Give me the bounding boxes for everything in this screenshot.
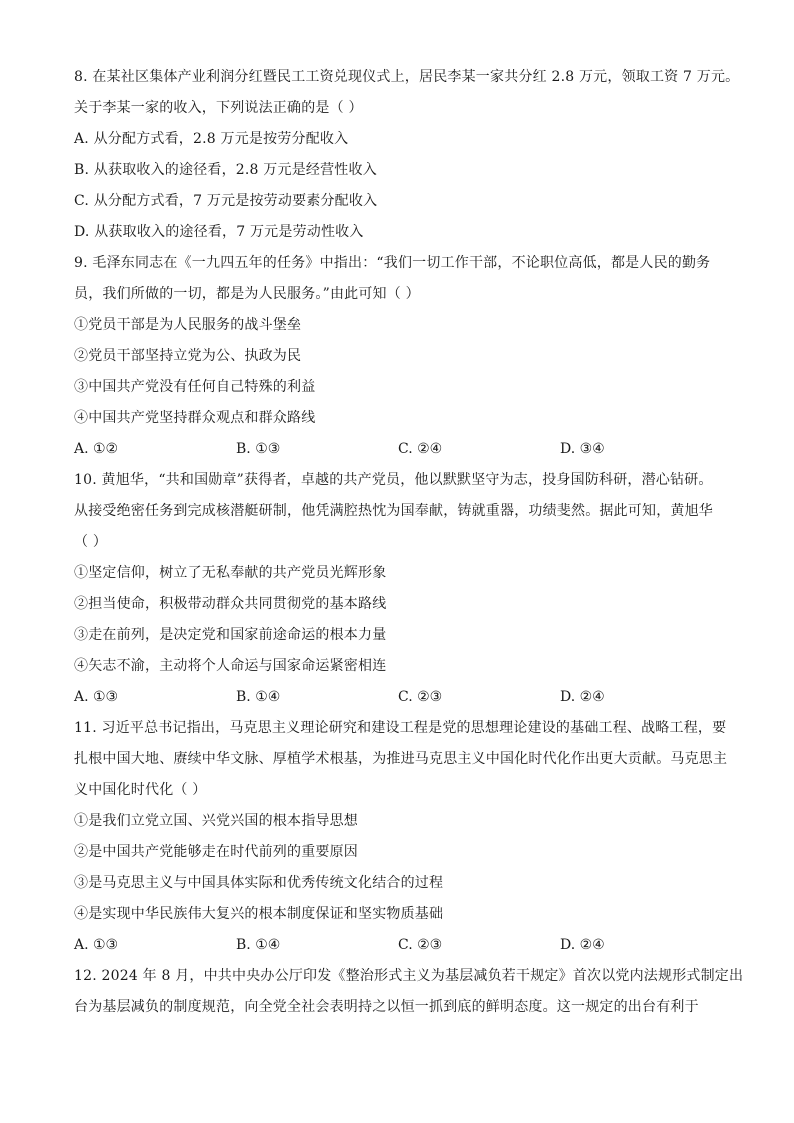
question-stem-line: 10. 黄旭华，“共和国勋章”获得者，卓越的共产党员，他以默默坚守为志，投身国防科研，潜心钻研。 (74, 472, 713, 488)
choice-d: D. 从获取收入的途径看，7 万元是劳动性收入 (74, 224, 364, 240)
options-row (74, 434, 724, 465)
statement-4: ④中国共产党坚持群众观点和群众路线 (74, 410, 316, 426)
statement-4: ④矢志不渝，主动将个人命运与国家命运紧密相连 (74, 658, 387, 674)
statement-3: ③中国共产党没有任何自己特殊的利益 (74, 379, 316, 395)
question-stem-line: 员，我们所做的一切，都是为人民服务。”由此可知（ ） (74, 286, 420, 302)
option-c: C. ②④ (398, 441, 443, 457)
option-b: B. ①③ (236, 441, 281, 457)
question-10 (74, 465, 724, 713)
question-stem-line: 义中国化时代化（ ） (74, 782, 207, 798)
option-c: C. ②③ (398, 937, 443, 953)
question-8 (74, 62, 740, 248)
option-c: C. ②③ (398, 689, 443, 705)
choice-c: C. 从分配方式看，7 万元是按劳动要素分配收入 (74, 193, 378, 209)
question-stem-line: （ ） (74, 534, 108, 550)
statement-4: ④是实现中华民族伟大复兴的根本制度保证和坚实物质基础 (74, 906, 444, 922)
question-stem-line: 9. 毛泽东同志在《一九四五年的任务》中指出：“我们一切工作干部，不论职位高低，都是人民的勤务 (74, 255, 711, 271)
choice-b: B. 从获取收入的途径看，2.8 万元是经营性收入 (74, 162, 377, 178)
statement-1: ①坚定信仰，树立了无私奉献的共产党员光辉形象 (74, 565, 387, 581)
option-a: A. ①② (74, 441, 119, 457)
option-b: B. ①④ (236, 689, 281, 705)
question-stem-line: 扎根中国大地、赓续中华文脉、厚植学术根基，为推进马克思主义中国化时代化作出更大贡献。马克思主 (74, 751, 728, 767)
question-stem-line: 8. 在某社区集体产业利润分红暨民工工资兑现仪式上，居民李某一家共分红 2.8 万元，领取工资 7 万元。 (74, 69, 740, 85)
statement-2: ②是中国共产党能够走在时代前列的重要原因 (74, 844, 358, 860)
question-stem-line: 11. 习近平总书记指出，马克思主义理论研究和建设工程是党的思想理论建设的基础工程、战略工程，要 (74, 720, 727, 736)
statement-2: ②党员干部坚持立党为公、执政为民 (74, 348, 302, 364)
question-9 (74, 248, 724, 465)
question-stem-line: 12. 2024 年 8 月，中共中央办公厅印发《整治形式主义为基层减负若干规定》首次以党内法规形式制定出 (74, 968, 744, 984)
question-stem-line: 关于李某一家的收入，下列说法正确的是（ ） (74, 100, 363, 116)
option-b: B. ①④ (236, 937, 281, 953)
options-row (74, 930, 724, 961)
statement-3: ③是马克思主义与中国具体实际和优秀传统文化结合的过程 (74, 875, 444, 891)
statement-2: ②担当使命，积极带动群众共同贯彻党的基本路线 (74, 596, 387, 612)
statement-3: ③走在前列，是决定党和国家前途命运的根本力量 (74, 627, 387, 643)
option-a: A. ①③ (74, 689, 119, 705)
question-stem-line: 台为基层减负的制度规范，向全党全社会表明持之以恒一抓到底的鲜明态度。这一规定的出台有利于 (74, 999, 699, 1015)
choice-a: A. 从分配方式看，2.8 万元是按劳分配收入 (74, 131, 349, 147)
statement-1: ①党员干部是为人民服务的战斗堡垒 (74, 317, 302, 333)
option-d: D. ③④ (560, 441, 605, 457)
question-12 (74, 961, 744, 1023)
question-11 (74, 713, 728, 961)
option-d: D. ②④ (560, 689, 605, 705)
option-a: A. ①③ (74, 937, 119, 953)
question-stem-line: 从接受绝密任务到完成核潜艇研制，他凭满腔热忱为国奉献，铸就重器，功绩斐然。据此可知，黄旭华 (74, 503, 713, 519)
statement-1: ①是我们立党立国、兴党兴国的根本指导思想 (74, 813, 358, 829)
option-d: D. ②④ (560, 937, 605, 953)
options-row (74, 682, 724, 713)
exam-page (74, 62, 744, 1023)
